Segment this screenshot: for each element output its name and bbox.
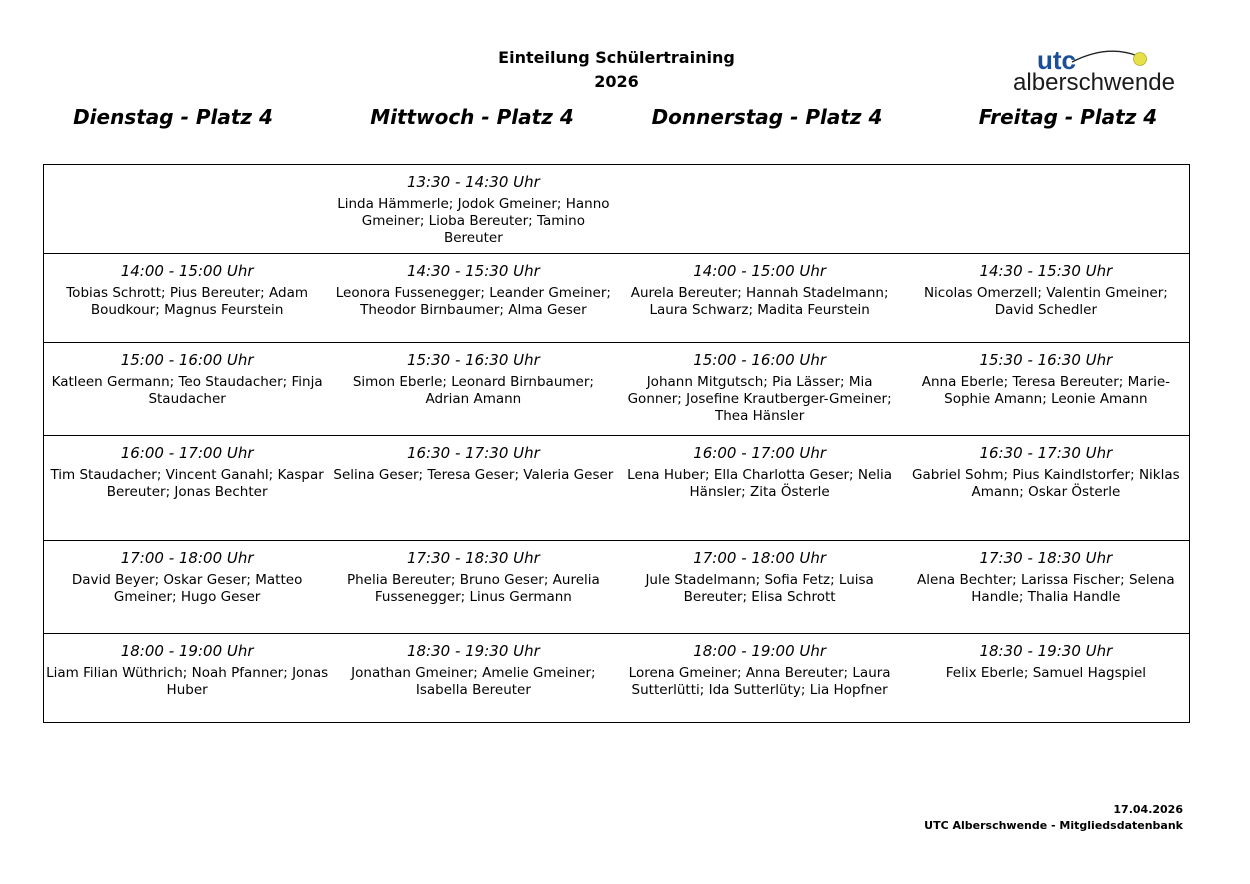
time-slot: 16:00 - 17:00 Uhr: [693, 444, 827, 462]
table-cell: [903, 165, 1189, 253]
table-cell: [617, 165, 903, 253]
participant-names: Phelia Bereuter; Bruno Geser; Aurelia Fussenegger; Linus Germann: [346, 572, 600, 605]
table-cell: [44, 254, 330, 342]
table-cell: [44, 634, 330, 722]
table-row: [44, 343, 1189, 436]
participant-names: Jule Stadelmann; Sofia Fetz; Luisa Bereuter; Elisa Schrott: [645, 572, 874, 605]
participant-names: Felix Eberle; Samuel Hagspiel: [945, 665, 1146, 681]
table-cell: [903, 541, 1189, 633]
time-slot: 16:30 - 17:30 Uhr: [979, 444, 1113, 462]
footer-source: UTC Alberschwende - Mitgliedsdatenbank: [924, 819, 1183, 832]
table-cell: [330, 165, 616, 253]
table-cell: [617, 436, 903, 540]
participant-names: Alena Bechter; Larissa Fischer; Selena Handle; Thalia Handle: [917, 572, 1175, 605]
time-slot: 17:30 - 18:30 Uhr: [406, 549, 540, 567]
time-slot: 14:30 - 15:30 Uhr: [406, 262, 540, 280]
participant-names: Lena Huber; Ella Charlotta Geser; Nelia Hänsler; Zita Österle: [627, 467, 893, 500]
time-slot: 17:00 - 18:00 Uhr: [120, 549, 254, 567]
participant-names: Gabriel Sohm; Pius Kaindlstorfer; Niklas Amann; Oskar Österle: [912, 467, 1180, 500]
table-cell: [617, 343, 903, 435]
time-slot: 15:30 - 16:30 Uhr: [979, 351, 1113, 369]
table-cell: [44, 436, 330, 540]
participant-names: Simon Eberle; Leonard Birnbaumer; Adrian Amann: [352, 374, 594, 407]
time-slot: 14:00 - 15:00 Uhr: [120, 262, 254, 280]
day-header-tuesday: Dienstag - Platz 4: [73, 105, 273, 129]
time-slot: 18:30 - 19:30 Uhr: [979, 642, 1113, 660]
table-cell: [903, 436, 1189, 540]
table-cell: [903, 254, 1189, 342]
schedule-table: [43, 164, 1190, 723]
participant-names: Selina Geser; Teresa Geser; Valeria Geser: [333, 467, 614, 483]
table-cell: [44, 541, 330, 633]
table-row: [44, 634, 1189, 723]
participant-names: Lorena Gmeiner; Anna Bereuter; Laura Sutterlütti; Ida Sutterlüty; Lia Hopfner: [628, 665, 891, 698]
time-slot: 16:00 - 17:00 Uhr: [120, 444, 254, 462]
table-cell: [330, 436, 616, 540]
table-cell: [44, 165, 330, 253]
title-year: 2026: [594, 72, 639, 91]
participant-names: Jonathan Gmeiner; Amelie Gmeiner; Isabella Bereuter: [351, 665, 596, 698]
participant-names: Johann Mitgutsch; Pia Lässer; Mia Gonner; Josefine Krautberger-Gmeiner; Thea Hänsler: [627, 374, 892, 424]
time-slot: 15:30 - 16:30 Uhr: [406, 351, 540, 369]
participant-names: Nicolas Omerzell; Valentin Gmeiner; David Schedler: [923, 285, 1168, 318]
table-cell: [330, 343, 616, 435]
table-cell: [903, 634, 1189, 722]
participant-names: Linda Hämmerle; Jodok Gmeiner; Hanno Gmeiner; Lioba Bereuter; Tamino Bereuter: [337, 196, 610, 246]
table-row: [44, 541, 1189, 634]
time-slot: 17:00 - 18:00 Uhr: [693, 549, 827, 567]
table-cell: [617, 541, 903, 633]
time-slot: 15:00 - 16:00 Uhr: [120, 351, 254, 369]
time-slot: 16:30 - 17:30 Uhr: [406, 444, 540, 462]
time-slot: 15:00 - 16:00 Uhr: [693, 351, 827, 369]
table-row: [44, 254, 1189, 343]
participant-names: Liam Filian Wüthrich; Noah Pfanner; Jonas Huber: [46, 665, 329, 698]
logo-text-utc: utc: [1037, 45, 1076, 75]
time-slot: 13:30 - 14:30 Uhr: [406, 173, 540, 191]
participant-names: Anna Eberle; Teresa Bereuter; Marie-Sophie Amann; Leonie Amann: [921, 374, 1170, 407]
table-cell: [44, 343, 330, 435]
day-header-thursday: Donnerstag - Platz 4: [651, 105, 883, 129]
time-slot: 17:30 - 18:30 Uhr: [979, 549, 1113, 567]
time-slot: 18:00 - 19:00 Uhr: [120, 642, 254, 660]
participant-names: Aurela Bereuter; Hannah Stadelmann; Laura Schwarz; Madita Feurstein: [630, 285, 889, 318]
table-row: [44, 436, 1189, 541]
participant-names: Tim Staudacher; Vincent Ganahl; Kaspar Bereuter; Jonas Bechter: [50, 467, 324, 500]
footer-date: 17.04.2026: [1113, 803, 1183, 816]
table-row: [44, 165, 1189, 254]
time-slot: 18:00 - 19:00 Uhr: [693, 642, 827, 660]
participant-names: David Beyer; Oskar Geser; Matteo Gmeiner; Hugo Geser: [71, 572, 303, 605]
logo-text-club: alberschwende: [1013, 69, 1175, 94]
participant-names: Leonora Fussenegger; Leander Gmeiner; Theodor Birnbaumer; Alma Geser: [335, 285, 611, 318]
time-slot: 18:30 - 19:30 Uhr: [406, 642, 540, 660]
participant-names: Tobias Schrott; Pius Bereuter; Adam Boudkour; Magnus Feurstein: [66, 285, 308, 318]
table-cell: [617, 254, 903, 342]
table-cell: [617, 634, 903, 722]
table-cell: [330, 254, 616, 342]
table-cell: [330, 634, 616, 722]
time-slot: 14:30 - 15:30 Uhr: [979, 262, 1113, 280]
title-line-1: Einteilung Schülertraining: [498, 48, 735, 67]
time-slot: 14:00 - 15:00 Uhr: [693, 262, 827, 280]
participant-names: Katleen Germann; Teo Staudacher; Finja Staudacher: [51, 374, 323, 407]
day-header-wednesday: Mittwoch - Platz 4: [370, 105, 574, 129]
table-cell: [903, 343, 1189, 435]
day-header-friday: Freitag - Platz 4: [978, 105, 1158, 129]
table-cell: [330, 541, 616, 633]
utc-logo: [1012, 44, 1178, 94]
